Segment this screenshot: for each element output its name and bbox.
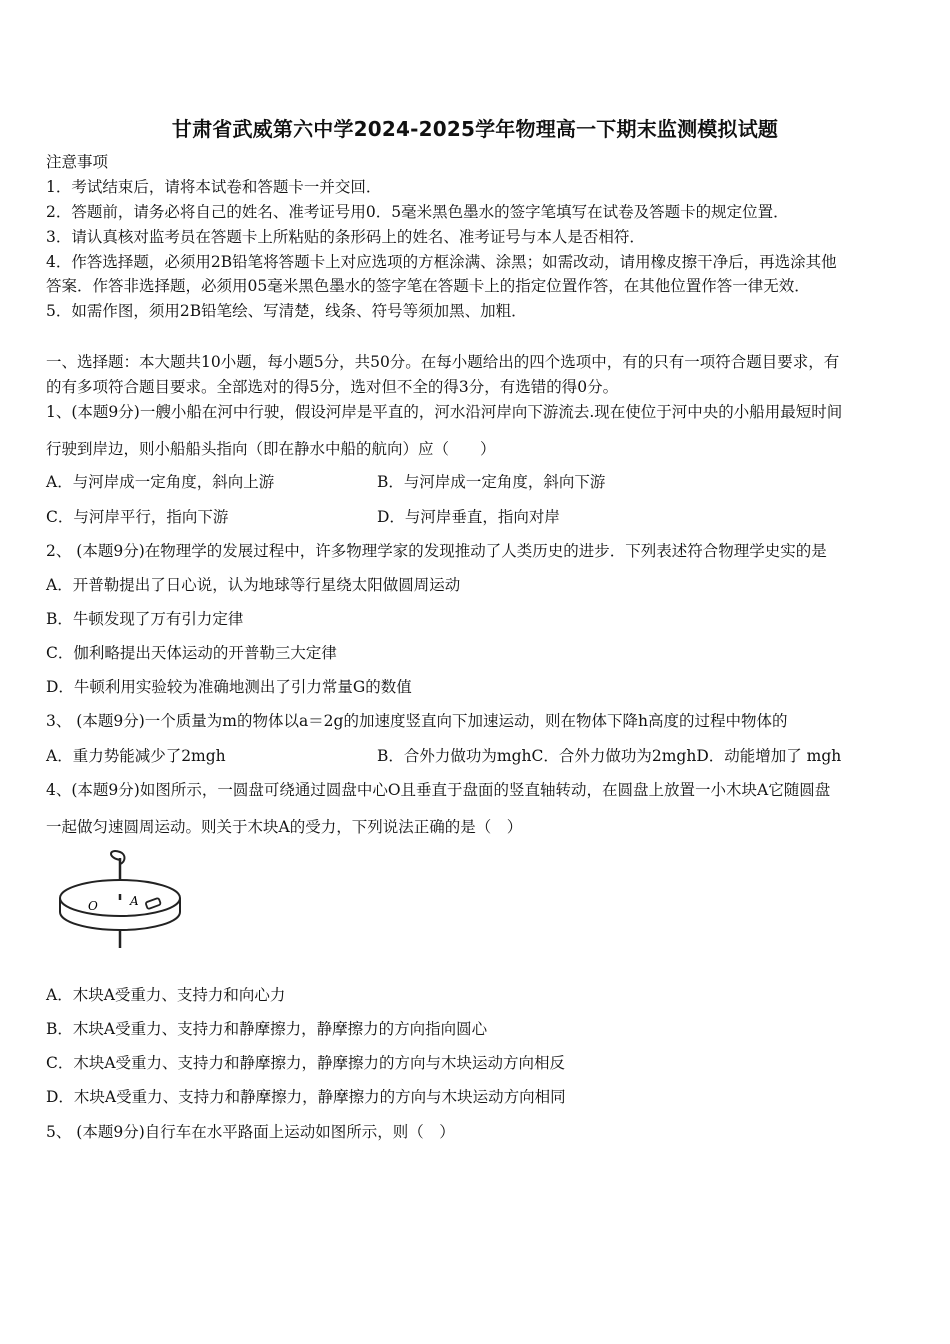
- question-3-stem: 3、 (本题9分)一个质量为m的物体以a＝2g的加速度竖直向下加速运动，则在物体下降h高度的过程中物体的: [46, 712, 788, 730]
- question-2-stem: 2、 (本题9分)在物理学的发展过程中，许多物理学家的发现推动了人类历史的进步．下列表述符合物理学史实的是: [46, 542, 827, 560]
- question-2-option-a: A．开普勒提出了日心说，认为地球等行星绕太阳做圆周运动: [46, 576, 461, 594]
- page-title: 甘肃省武威第六中学2024-2025学年物理高一下期末监测模拟试题: [171, 117, 779, 141]
- question-1-option-d: D．与河岸垂直，指向对岸: [377, 508, 560, 526]
- question-2-option-b: B．牛顿发现了万有引力定律: [46, 610, 244, 628]
- question-3-option-a: A．重力势能减少了2mgh: [46, 747, 226, 765]
- notice-item: 1．考试结束后，请将本试卷和答题卡一并交回．: [46, 178, 382, 196]
- section-instructions-cont: 的有多项符合题目要求。全部选对的得5分，选对但不全的得3分，有选错的得0分。: [46, 378, 619, 396]
- question-5-stem: 5、 (本题9分)自行车在水平路面上运动如图所示，则（ ）: [46, 1123, 455, 1141]
- notice-item: 答案．作答非选择题，必须用05毫米黑色墨水的签字笔在答题卡上的指定位置作答，在其他位置作答一律无效．: [46, 277, 810, 295]
- label-o: O: [88, 899, 98, 913]
- question-1-stem-cont: 行驶到岸边，则小船船头指向（即在静水中船的航向）应（ ）: [46, 440, 496, 458]
- question-2-option-c: C．伽利略提出天体运动的开普勒三大定律: [46, 644, 337, 662]
- question-1-stem: 1、(本题9分)一艘小船在河中行驶，假设河岸是平直的，河水沿河岸向下游流去.现在使位于河中央的小船用最短时间: [46, 403, 843, 421]
- label-a: A: [130, 894, 139, 908]
- question-1-option-c: C．与河岸平行，指向下游: [46, 508, 229, 526]
- rotation-arrow: [111, 851, 125, 864]
- question-4-option-d: D．木块A受重力、支持力和静摩擦力，静摩擦力的方向与木块运动方向相同: [46, 1088, 566, 1106]
- question-4-stem: 4、(本题9分)如图所示，一圆盘可绕通过圆盘中心O且垂直于盘面的竖直轴转动，在圆盘上放置一小木块A它随圆盘: [46, 781, 831, 799]
- rotating-disc-diagram: [50, 850, 190, 950]
- section-instructions: 一、选择题：本大题共10小题，每小题5分，共50分。在每小题给出的四个选项中，有的只有一项符合题目要求，有: [46, 353, 840, 371]
- rotating-disc-figure: [50, 850, 190, 950]
- notice-item: 2．答题前，请务必将自己的姓名、准考证号用0．5毫米黑色墨水的签字笔填写在试卷及答题卡的规定位置．: [46, 203, 789, 221]
- question-1-option-a: A．与河岸成一定角度，斜向上游: [46, 473, 275, 491]
- question-4-option-c: C．木块A受重力、支持力和静摩擦力，静摩擦力的方向与木块运动方向相反: [46, 1054, 566, 1072]
- question-4-option-a: A．木块A受重力、支持力和向心力: [46, 986, 286, 1004]
- question-1-option-b: B．与河岸成一定角度，斜向下游: [377, 473, 606, 491]
- question-4-option-b: B．木块A受重力、支持力和静摩擦力，静摩擦力的方向指向圆心: [46, 1020, 488, 1038]
- question-3-options-bcd: B．合外力做功为mghC．合外力做功为2mghD．动能增加了 mgh: [377, 747, 842, 765]
- question-2-option-d: D．牛顿利用实验较为准确地测出了引力常量G的数值: [46, 678, 412, 696]
- notice-item: 5．如需作图，须用2B铅笔绘、写清楚，线条、符号等须加黑、加粗．: [46, 302, 527, 320]
- notice-item: 4．作答选择题，必须用2B铅笔将答题卡上对应选项的方框涂满、涂黑；如需改动，请用橡皮擦干净后，再选涂其他: [46, 253, 837, 271]
- notice-item: 3．请认真核对监考员在答题卡上所粘贴的条形码上的姓名、准考证号与本人是否相符．: [46, 228, 645, 246]
- notice-heading: 注意事项: [46, 153, 109, 171]
- question-4-stem-cont: 一起做匀速圆周运动。则关于木块A的受力，下列说法正确的是（ ）: [46, 818, 523, 836]
